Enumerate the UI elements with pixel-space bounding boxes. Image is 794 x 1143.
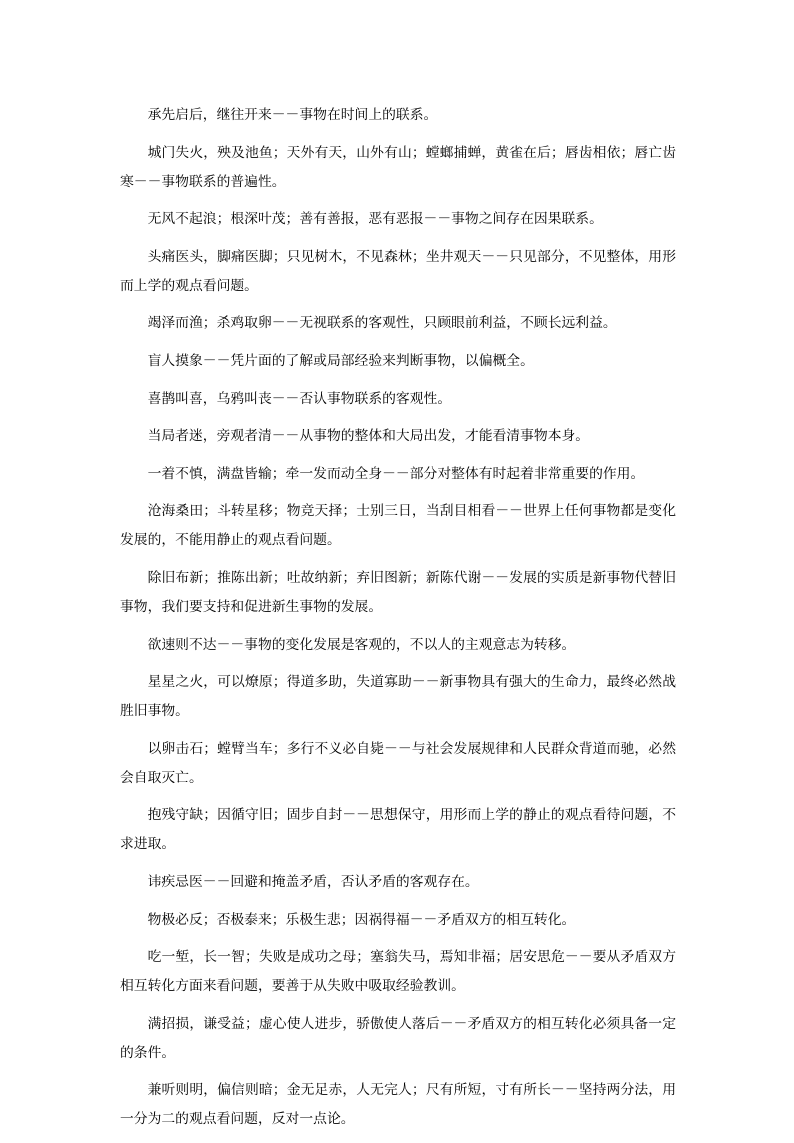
paragraph: 星星之火，可以燎原；得道多助，失道寡助－－新事物具有强大的生命力，最终必然战胜旧事物。: [120, 674, 676, 720]
paragraph: 沧海桑田；斗转星移；物竞天择；士别三日，当刮目相看－－世界上任何事物都是变化发展的，不能用静止的观点看问题。: [120, 503, 676, 549]
paragraph: 欲速则不达－－事物的变化发展是客观的，不以人的主观意志为转移。: [147, 636, 576, 653]
paragraph: 除旧布新；推陈出新；吐故纳新；弃旧图新；新陈代谢－－发展的实质是新事物代替旧事物，我们要支持和促进新生事物的发展。: [120, 569, 676, 615]
paragraph: 兼听则明，偏信则暗；金无足赤，人无完人；尺有所短，寸有所长－－坚持两分法，用一分为二的观点看问题，反对一点论。: [120, 1082, 676, 1128]
paragraph: 满招损，谦受益；虚心使人进步，骄傲使人落后－－矛盾双方的相互转化必须具备一定的条件。: [120, 1015, 676, 1061]
paragraph: 无风不起浪；根深叶茂；善有善报，恶有恶报－－事物之间存在因果联系。: [147, 211, 603, 228]
paragraph: 讳疾忌医－－回避和掩盖矛盾，否认矛盾的客观存在。: [147, 873, 479, 890]
paragraph: 竭泽而渔；杀鸡取卵－－无视联系的客观性，只顾眼前利益，不顾长远利益。: [147, 315, 617, 332]
paragraph: 一着不慎，满盘皆输；牵一发而动全身－－部分对整体有时起着非常重要的作用。: [147, 465, 645, 482]
paragraph: 城门失火，殃及池鱼；天外有天，山外有山；螳螂捕蝉，黄雀在后；唇齿相依；唇亡齿寒－－事物联系的普遍性。: [120, 144, 676, 190]
paragraph: 当局者迷，旁观者清－－从事物的整体和大局出发，才能看清事物本身。: [147, 428, 590, 445]
paragraph: 吃一堑，长一智；失败是成功之母；塞翁失马，焉知非福；居安思危－－要从矛盾双方相互转化方面来看问题，要善于从失败中吸取经验教训。: [120, 949, 676, 995]
paragraph: 以卵击石；螳臂当车；多行不义必自毙－－与社会发展规律和人民群众背道而驰，必然会自取灭亡。: [120, 740, 676, 786]
paragraph: 喜鹊叫喜，乌鸦叫丧－－否认事物联系的客观性。: [147, 390, 452, 407]
paragraph: 头痛医头，脚痛医脚；只见树木，不见森林；坐井观天－－只见部分，不见整体，用形而上学的观点看问题。: [120, 248, 676, 294]
paragraph: 抱残守缺；因循守旧；固步自封－－思想保守，用形而上学的静止的观点看待问题，不求进取。: [120, 807, 676, 853]
paragraph: 物极必反；否极泰来；乐极生悲；因祸得福－－矛盾双方的相互转化。: [147, 911, 576, 928]
document-body: [120, 101, 676, 1143]
paragraph: 盲人摸象－－凭片面的了解或局部经验来判断事物，以偏概全。: [147, 352, 534, 369]
paragraph: 承先启后，继往开来－－事物在时间上的联系。: [147, 107, 438, 123]
